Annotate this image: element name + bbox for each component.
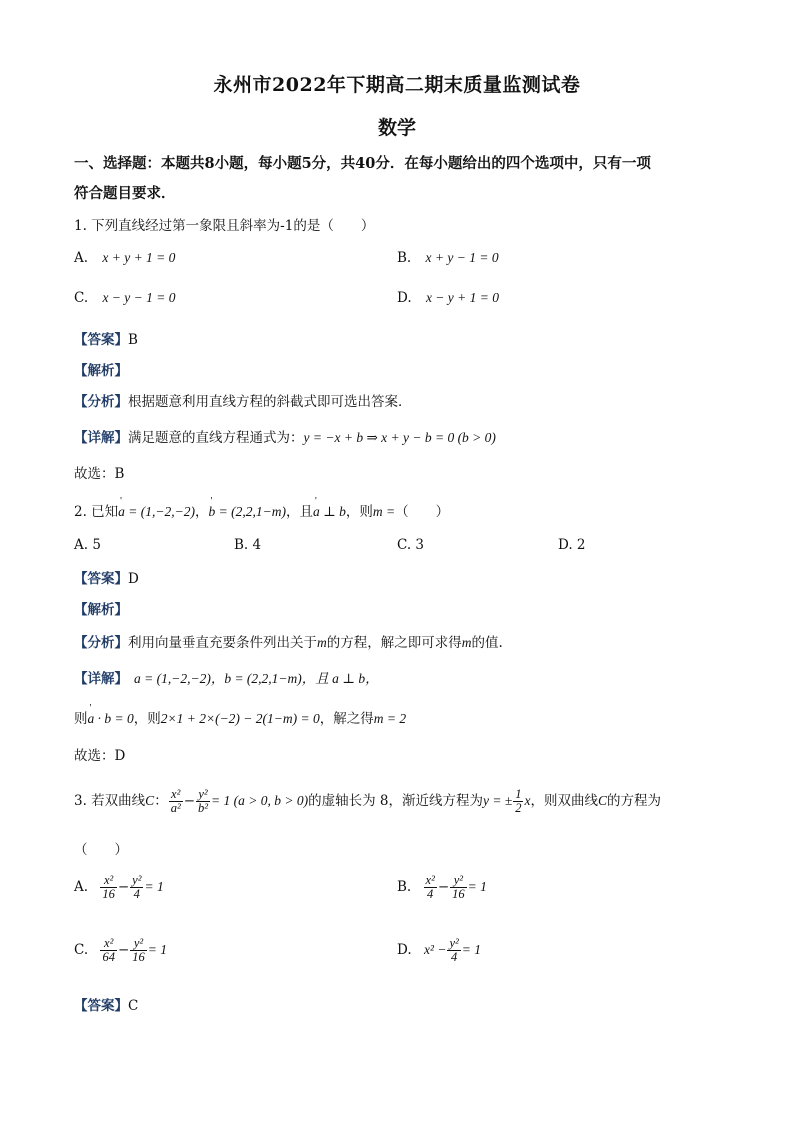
vector-a: ' a = (1,−2,−2) (118, 504, 195, 520)
stem-text: 的方程为 (607, 793, 661, 810)
numerator: y² (449, 936, 459, 950)
denominator: 4 (427, 887, 434, 902)
question-3-stem: 3. 若双曲线C： $\frac{\text{x²}}{\text{a²}}$ − $\frac{\text{y²}}{\text{b²}}$ = 1 (a > 0, b > 0)的虚轴长为 8，渐近线方程为y = ± $\frac{1}{2}$ x，则双曲线C的方程为 (74, 787, 661, 816)
fraction (169, 788, 183, 815)
denominator: 2 (515, 801, 522, 816)
fraction (100, 937, 117, 964)
q1-option-c (74, 290, 176, 306)
q2-option-a: A. 5 (74, 537, 101, 553)
subject-title: 数学 (377, 117, 416, 139)
asymptote: y = ± (482, 793, 513, 809)
option-prefix: x² − (423, 942, 447, 958)
step-equation: 2×1 + 2×(−2) − 2(1−m) = 0 (160, 711, 320, 726)
stem-text: （ ） (395, 504, 450, 520)
stem-text: ，则双曲线 (530, 793, 598, 810)
fraction (513, 788, 523, 815)
fraction (100, 874, 117, 901)
fraction (196, 788, 210, 815)
fenxi-var: m (317, 635, 327, 650)
option-label: A. (74, 250, 89, 266)
xiangjie-math: y = −x + b ⇒ x + y − b = 0 (b > 0) (303, 430, 496, 445)
q1-option-b (397, 250, 499, 266)
perp-condition: ' a ⊥ b (313, 504, 346, 520)
denominator: b² (198, 801, 208, 816)
condition: = 1 (a > 0, b > 0) (211, 793, 309, 809)
q1-option-d (397, 290, 499, 306)
fraction (130, 937, 147, 964)
denominator: 16 (102, 887, 115, 902)
denominator: 4 (133, 887, 140, 902)
section-heading: 一、选择题：本题共8小题，每小题5分，共40分．在每小题给出的四个选项中，只有一项 (74, 155, 651, 172)
option-label: B. (397, 250, 412, 266)
stem-text: ，且 (285, 504, 313, 520)
asymptote-var: x (524, 793, 531, 809)
q3-paren: （ ） (74, 842, 128, 858)
dot-product: ' a · b = 0 (88, 711, 134, 727)
numerator: y² (450, 874, 467, 888)
fenxi-text: 的方程，解之即可求得 (326, 635, 462, 651)
answer-tag: 【答案】 (74, 332, 128, 348)
q3-answer (74, 994, 138, 1014)
q2-fenxi (74, 631, 503, 651)
option-value: x − y + 1 = 0 (425, 290, 500, 305)
step-result: m = 2 (373, 711, 407, 726)
step-text: ，解之得 (319, 711, 374, 727)
q1-xiangjie (74, 426, 496, 446)
fenxi-text: 利用向量垂直充要条件列出关于 (128, 635, 317, 651)
numerator: x² (169, 788, 183, 802)
q3-option-b (397, 874, 487, 901)
q1-option-a (74, 250, 175, 266)
page-title: 永州市2022年下期高二期末质量监测试卷 (213, 74, 581, 96)
xiangjie-tag: 【详解】 (74, 430, 128, 446)
q2-step (74, 707, 406, 727)
stem-text: 2. 已知 (74, 504, 119, 520)
fraction (424, 874, 437, 901)
fenxi-text: 的值. (471, 635, 503, 651)
q1-jiexi (74, 359, 128, 379)
minus-sign: − (117, 879, 130, 896)
fenxi-tag: 【分析】 (74, 635, 128, 651)
option-value: x + y − 1 = 0 (425, 250, 499, 265)
option-label: B. (397, 879, 412, 896)
numerator: y² (196, 788, 210, 802)
fraction (450, 874, 467, 901)
q1-answer (74, 328, 138, 348)
denominator: 16 (452, 887, 465, 902)
numerator: 1 (515, 787, 522, 801)
stem-text: 3. 若双曲线 (74, 793, 146, 810)
q2-answer (74, 567, 139, 587)
jiexi-tag: 【解析】 (74, 363, 128, 379)
option-label: C. (74, 290, 89, 306)
vector-b: ' b = (2,2,1−m) (209, 504, 286, 520)
option-label: C. (74, 942, 89, 959)
xiangjie-math: a = (1,−2,−2)，b = (2,2,1−m)，且 a ⊥ b， (134, 671, 379, 686)
q1-result: 故选：B (74, 466, 125, 482)
option-value: x − y − 1 = 0 (102, 290, 176, 305)
numerator: x² (425, 873, 435, 887)
question-2-stem: 2. 已知' a = (1,−2,−2)，' b = (2,2,1−m)，且' a ⊥ b，则m =（ ） (74, 500, 449, 520)
q2-option-b: B. 4 (234, 537, 262, 553)
denominator: a² (170, 801, 181, 816)
q2-result: 故选：D (74, 748, 126, 764)
q3-option-c (74, 937, 167, 964)
q1-fenxi (74, 390, 412, 410)
numerator: y² (132, 873, 142, 887)
jiexi-tag: 【解析】 (74, 602, 128, 618)
stem-text: 的虚轴长为 8，渐近线方程为 (308, 793, 483, 810)
equation-tail: = 1 (461, 942, 482, 958)
numerator: x² (100, 937, 117, 951)
option-label: D. (397, 290, 412, 306)
fraction (130, 874, 143, 901)
xiangjie-text: 满足题意的直线方程通式为： (128, 430, 304, 446)
q3-option-a (74, 874, 164, 901)
option-label: A. (74, 879, 89, 896)
q3-option-d (397, 937, 481, 964)
step-text: ，则 (133, 711, 161, 727)
curve-name: C (597, 793, 607, 809)
equation-tail: = 1 (144, 879, 164, 895)
q2-option-d: D. 2 (558, 537, 586, 553)
step-text: 则 (74, 711, 88, 727)
fenxi-text: 根据题意利用直线方程的斜截式即可选出答案． (128, 394, 412, 410)
numerator: x² (100, 874, 117, 888)
minus-sign: − (183, 793, 195, 810)
q2-xiangjie (74, 667, 379, 687)
stem-text: ，则 (345, 504, 373, 520)
equation-tail: = 1 (147, 942, 167, 958)
answer-value: D (128, 571, 139, 587)
q2-option-c: C. 3 (397, 537, 425, 553)
minus-sign: − (117, 942, 130, 959)
fenxi-var: m (461, 635, 472, 650)
answer-tag: 【答案】 (74, 571, 128, 587)
equation-tail: = 1 (467, 879, 487, 895)
question-1-stem: 1. 下列直线经过第一象限且斜率为-1的是（ ） (74, 218, 375, 234)
section-heading-cont: 符合题目要求． (74, 185, 176, 202)
option-value: x + y + 1 = 0 (102, 250, 176, 265)
answer-tag: 【答案】 (74, 998, 128, 1014)
m-equals: m = (372, 504, 396, 519)
q2-jiexi (74, 598, 128, 618)
option-label: D. (397, 942, 412, 959)
xiangjie-tag: 【详解】 (74, 671, 128, 687)
denominator: 64 (102, 950, 115, 965)
fenxi-tag: 【分析】 (74, 394, 128, 410)
denominator: 16 (132, 950, 145, 965)
minus-sign: − (437, 879, 450, 896)
curve-name: C (145, 793, 155, 809)
denominator: 4 (450, 950, 458, 965)
numerator: y² (130, 937, 147, 951)
answer-value: B (128, 332, 138, 348)
answer-value: C (128, 998, 139, 1014)
fraction (447, 937, 460, 964)
